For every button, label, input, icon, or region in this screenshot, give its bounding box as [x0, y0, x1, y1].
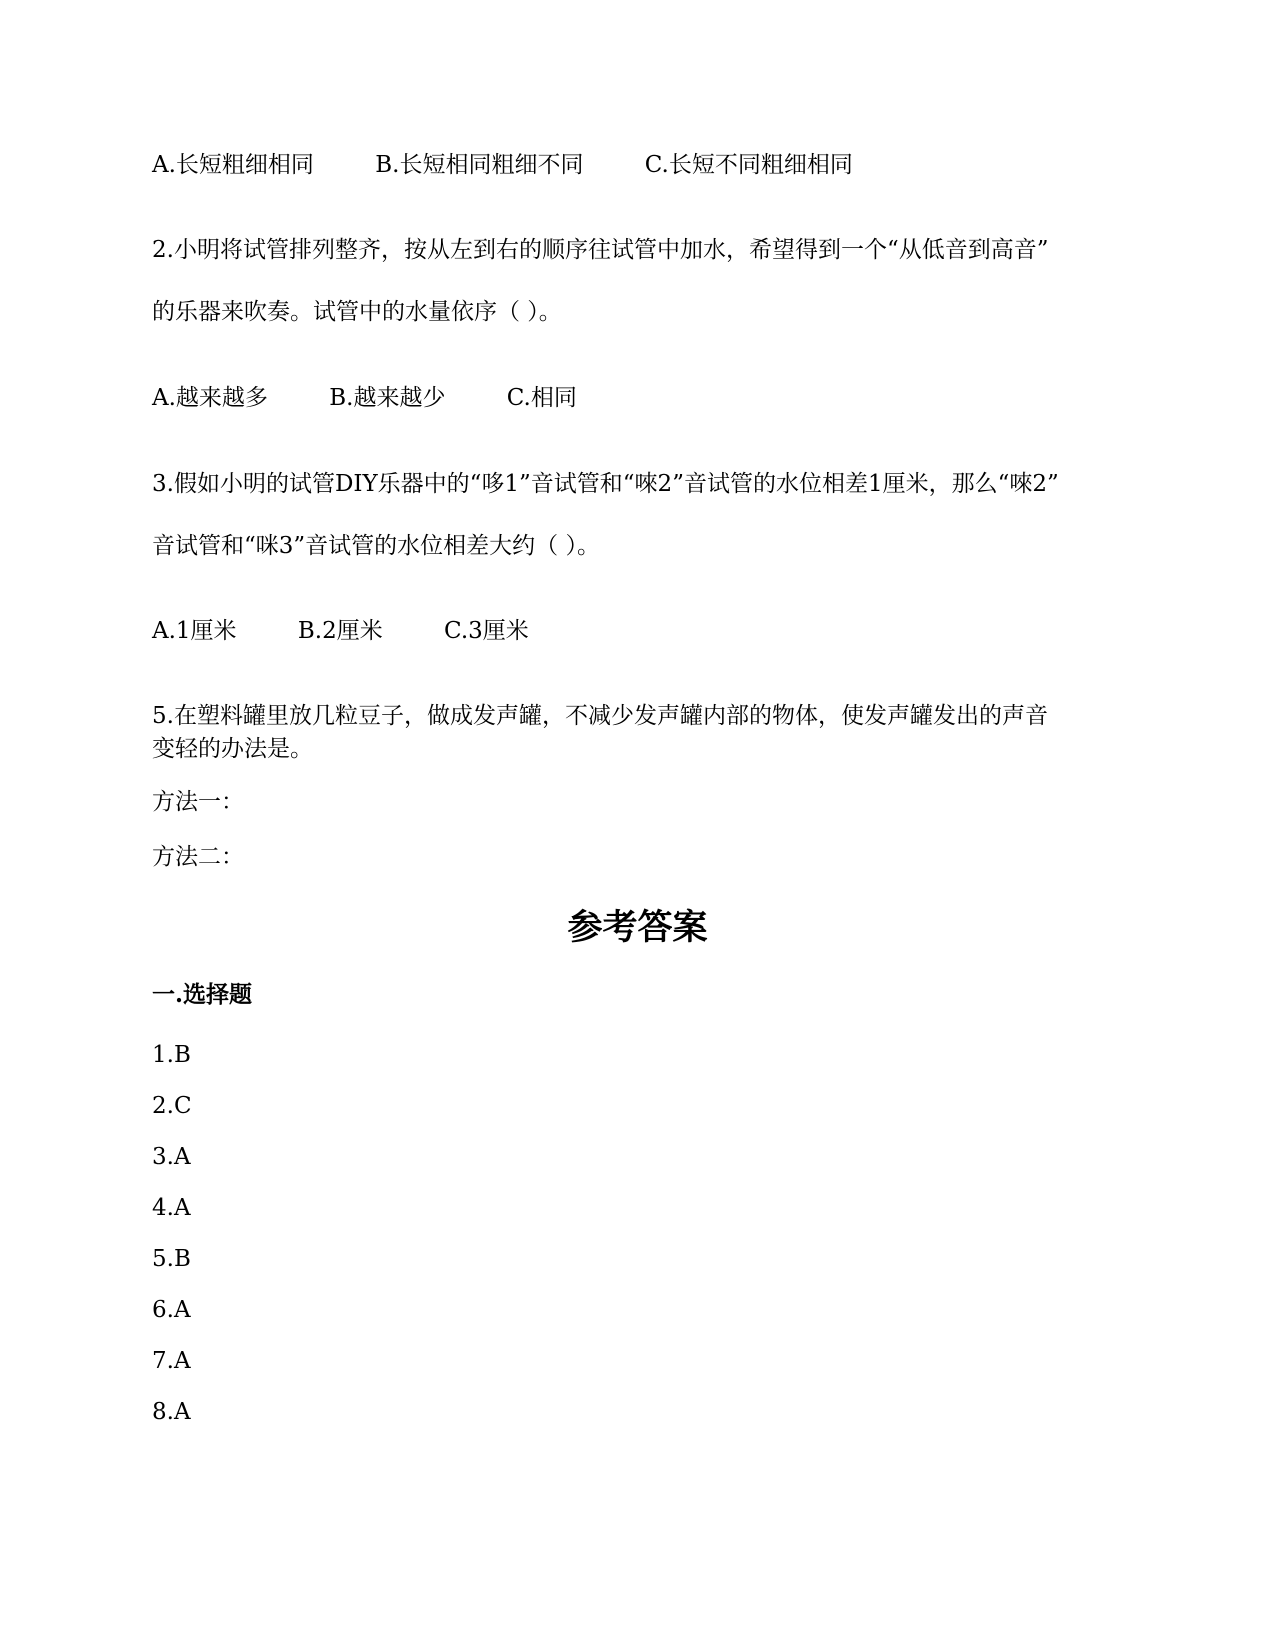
q2-text-line2: 的乐器来吹奏。试管中的水量依序（ ）。 — [152, 299, 562, 325]
answer-item-5: 5.B — [152, 1246, 191, 1272]
q2-text-line1: 2.小明将试管排列整齐，按从左到右的顺序往试管中加水，希望得到一个“从低音到高音” — [152, 237, 1049, 263]
q2-option-a: A.越来越多 — [152, 385, 268, 411]
answer-item-1: 1.B — [152, 1042, 191, 1068]
q5-method1: 方法一： — [152, 789, 244, 815]
q2-option-c: C.相同 — [506, 385, 577, 411]
q3-options — [152, 616, 529, 646]
q1-options — [152, 150, 853, 180]
q2-option-b: B.越来越少 — [329, 385, 446, 411]
answer-item-3: 3.A — [152, 1144, 191, 1170]
answers-title: 参考答案 — [567, 908, 708, 948]
q1-option-b: B.长短相同粗细不同 — [375, 152, 584, 178]
q3-text-line2: 音试管和“咪3”音试管的水位相差大约（ ）。 — [152, 533, 600, 559]
answer-item-4: 4.A — [152, 1195, 191, 1221]
q3-option-a: A.1厘米 — [152, 618, 237, 644]
q5-text-line2: 变轻的办法是。 — [152, 736, 313, 762]
q3-text-line1: 3.假如小明的试管DIY乐器中的“哆1”音试管和“唻2”音试管的水位相差1厘米，那么“唻2” — [152, 471, 1059, 497]
answer-item-6: 6.A — [152, 1297, 191, 1323]
q1-option-c: C.长短不同粗细相同 — [644, 152, 853, 178]
answer-item-8: 8.A — [152, 1399, 191, 1425]
q5-text-line1: 5.在塑料罐里放几粒豆子，做成发声罐，不减少发声罐内部的物体，使发声罐发出的声音 — [152, 703, 1048, 729]
q3-option-b: B.2厘米 — [297, 618, 383, 644]
q2-options — [152, 383, 577, 413]
q5-method2: 方法二： — [152, 844, 244, 870]
q1-option-a: A.长短粗细相同 — [152, 152, 314, 178]
q3-option-c: C.3厘米 — [444, 618, 529, 644]
answers-section-heading: 一.选择题 — [152, 981, 253, 1008]
answer-item-2: 2.C — [152, 1093, 192, 1119]
answer-item-7: 7.A — [152, 1348, 191, 1374]
